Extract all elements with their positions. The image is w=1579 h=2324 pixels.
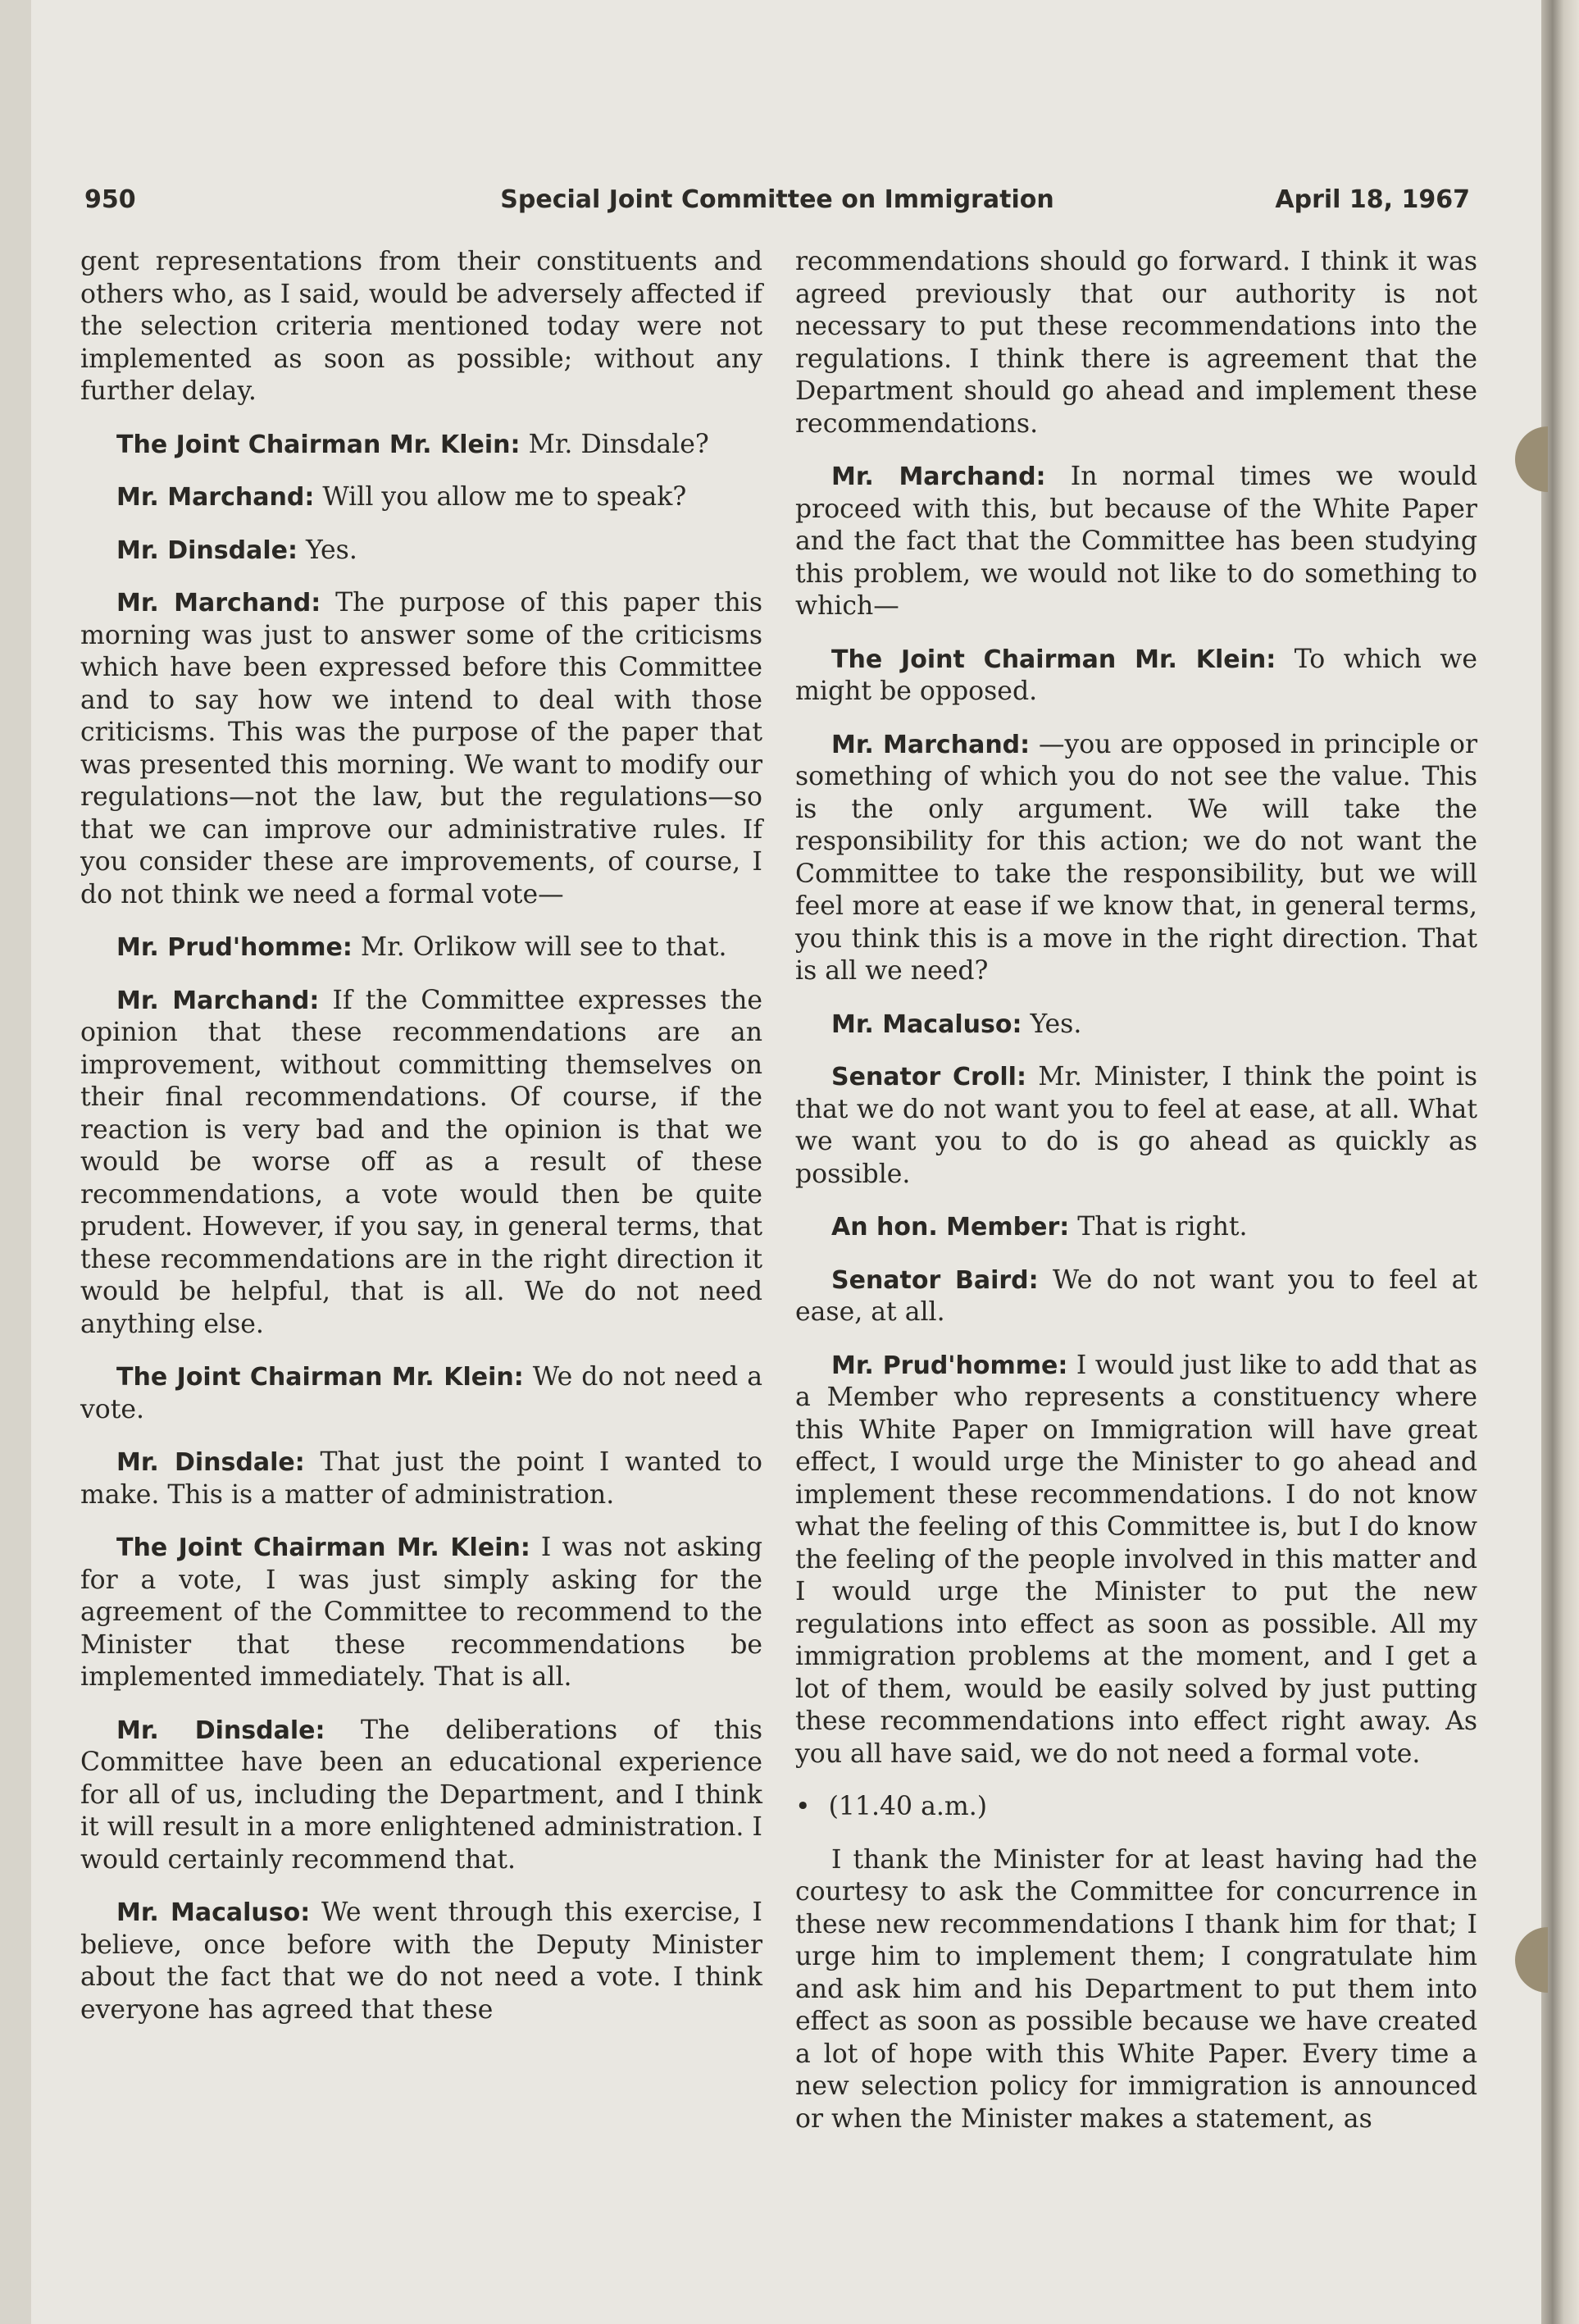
paragraph-text: We do not need a vote.: [80, 1362, 763, 1424]
paragraph-text: The deliberations of this Committee have been an educational experience for all of us, including the Department, and I think it will result in a more enlightened administration. I would certainly recommend that.: [80, 1715, 762, 1875]
paragraph-text: Mr. Dinsdale?: [528, 429, 709, 459]
running-header: [84, 185, 1470, 218]
speaker-name: Mr. Dinsdale:: [116, 1448, 305, 1477]
paragraph: [795, 1009, 1477, 1041]
timestamp-text: (11.40 a.m.): [828, 1792, 988, 1821]
paragraph-text: I thank the Minister for at least having had the courtesy to ask the Committee for concurrence in these new recommendations I thank him for that; I urge him to implement them; I congratulate him and ask him and his Department to put them into effect as soon as possible because we have created a lot of hope with this White Paper. Every time a new selection policy for immigration is announced or when the Minister makes a statement, as: [795, 1844, 1477, 2134]
timestamp: [795, 1791, 1477, 1824]
paragraph-text: recommendations should go forward. I think it was agreed previously that our authority is not necessary to put these recommendations into the regulations. I think there is agreement that the Department should go ahead and implement these recommendations.: [795, 247, 1477, 439]
paragraph: [795, 1350, 1477, 1771]
speaker-name: The Joint Chairman Mr. Klein:: [116, 1363, 524, 1392]
paragraph-text: —you are opposed in principle or something of which you do not see the value. This is the only argument. We will take the responsibility for this action; we do not want the Committee to take the responsibility, but we will feel more at ease if we know that, in general terms, you think this is a move in the right direction. That is all we need?: [795, 729, 1478, 986]
paragraph: [80, 1447, 762, 1511]
bullet-icon: •: [795, 1792, 811, 1821]
paragraph-text: I would just like to add that as a Member who represents a constituency where this White Paper on Immigration will have great effect, I would urge the Minister to go ahead and implement these recommendations. I do not know what the feeling of this Committee is, but I do know the feeling of the people involved in this matter and I would urge the Minister to put the new regulations into effect as soon as possible. All my immigration problems at the moment, and I get a lot of them, would be easily solved by just putting these recommendations into effect right away. As you all have said, we do not need a formal vote.: [795, 1350, 1477, 1769]
paragraph-text: That is right.: [1077, 1212, 1248, 1242]
paragraph-text: Will you allow me to speak?: [322, 482, 687, 512]
paragraph-text: I was not asking for a vote, I was just simply asking for the agreement of the Committee to recommend to the Minister that these recommendations be implemented immediately. That is all.: [80, 1533, 762, 1692]
paragraph: [80, 985, 762, 1342]
speaker-name: Mr. Prud'homme:: [831, 1351, 1068, 1380]
paragraph-text: Mr. Minister, I think the point is that we do not want you to feel at ease, at all. What we want you to do is go ahead as quickly as possible.: [795, 1062, 1477, 1189]
paragraph: [80, 1897, 762, 2026]
paragraph-text: If the Committee expresses the opinion that these recommendations are an improvement, without committing themselves on their final recommendations. Of course, if the reaction is very bad and the opinion is that we would be worse off as a result of these recommendations, a vote would then be quite prudent. However, if you say, in general terms, that these recommendations are in the right direction it would be helpful, that is all. We do not need anything else.: [80, 985, 763, 1339]
speaker-name: Senator Baird:: [831, 1265, 1039, 1295]
header-date: April 18, 1967: [1275, 185, 1470, 214]
speaker-name: Mr. Dinsdale:: [116, 535, 298, 565]
speaker-name: Mr. Macaluso:: [116, 1898, 311, 1927]
paragraph: [80, 535, 762, 567]
paragraph: [80, 1715, 762, 1877]
paragraph: [80, 1532, 762, 1694]
paragraph: [80, 1361, 762, 1426]
paragraph-text: That just the point I wanted to make. This is a matter of administration.: [80, 1447, 762, 1510]
paragraph-text: We do not want you to feel at ease, at all.: [795, 1265, 1478, 1327]
paragraph-text: To which we might be opposed.: [795, 644, 1477, 706]
speaker-name: Mr. Macaluso:: [831, 1009, 1022, 1039]
paragraph: [795, 729, 1477, 988]
paragraph: [795, 1211, 1477, 1244]
speaker-name: The Joint Chairman Mr. Klein:: [116, 1533, 530, 1562]
paragraph-text: Yes.: [305, 535, 357, 565]
paragraph-text: The purpose of this paper this morning was just to answer some of the criticisms which have been expressed before this Committee and to say how we intend to deal with those criticisms. This was the purpose of the paper that was presented this morning. We want to modify our regulations—not the law, but the regulations—so that we can improve our administrative rules. If you consider these are improvements, of course, I do not think we need a formal vote—: [80, 588, 762, 909]
paragraph-text: In normal times we would proceed with this, but because of the White Paper and the fact that the Committee has been studying this problem, we would not like to do something to which—: [795, 462, 1477, 621]
paragraph: [795, 1061, 1477, 1191]
paragraph: [795, 1844, 1477, 2136]
paragraph-text: gent representations from their constituents and others who, as I said, would be adversely affected if the selection criteria mentioned today were not implemented as soon as possible; without any further delay.: [80, 247, 762, 406]
journal-title: Special Joint Committee on Immigration: [500, 185, 1054, 214]
speaker-name: Mr. Marchand:: [831, 463, 1046, 491]
speaker-name: Senator Croll:: [831, 1063, 1026, 1091]
paragraph: [795, 461, 1477, 623]
page-number: 950: [84, 185, 136, 214]
paragraph: [795, 644, 1477, 709]
speaker-name: Mr. Marchand:: [116, 589, 321, 617]
speaker-name: Mr. Dinsdale:: [116, 1716, 325, 1745]
speaker-name: Mr. Marchand:: [116, 986, 320, 1015]
paragraph-text: Yes.: [1030, 1009, 1082, 1039]
left-column: [80, 246, 762, 2047]
paragraph: [795, 246, 1477, 440]
speaker-name: Mr. Prud'homme:: [116, 933, 353, 962]
paragraph: [80, 587, 762, 911]
paragraph: [795, 1265, 1477, 1329]
speaker-name: An hon. Member:: [831, 1213, 1070, 1242]
paragraph: [80, 932, 762, 964]
speaker-name: Mr. Marchand:: [116, 483, 315, 512]
paragraph: [80, 246, 762, 408]
speaker-name: The Joint Chairman Mr. Klein:: [831, 645, 1276, 674]
paragraph: [80, 481, 762, 514]
speaker-name: The Joint Chairman Mr. Klein:: [116, 430, 521, 459]
paragraph: [80, 429, 762, 462]
speaker-name: Mr. Marchand:: [831, 730, 1031, 759]
paragraph-text: Mr. Orlikow will see to that.: [360, 932, 727, 962]
right-column: [795, 246, 1477, 2156]
paragraph-text: We went through this exercise, I believe, once before with the Deputy Minister about the fact that we do not need a vote. I think everyone has agreed that these: [80, 1898, 762, 2025]
